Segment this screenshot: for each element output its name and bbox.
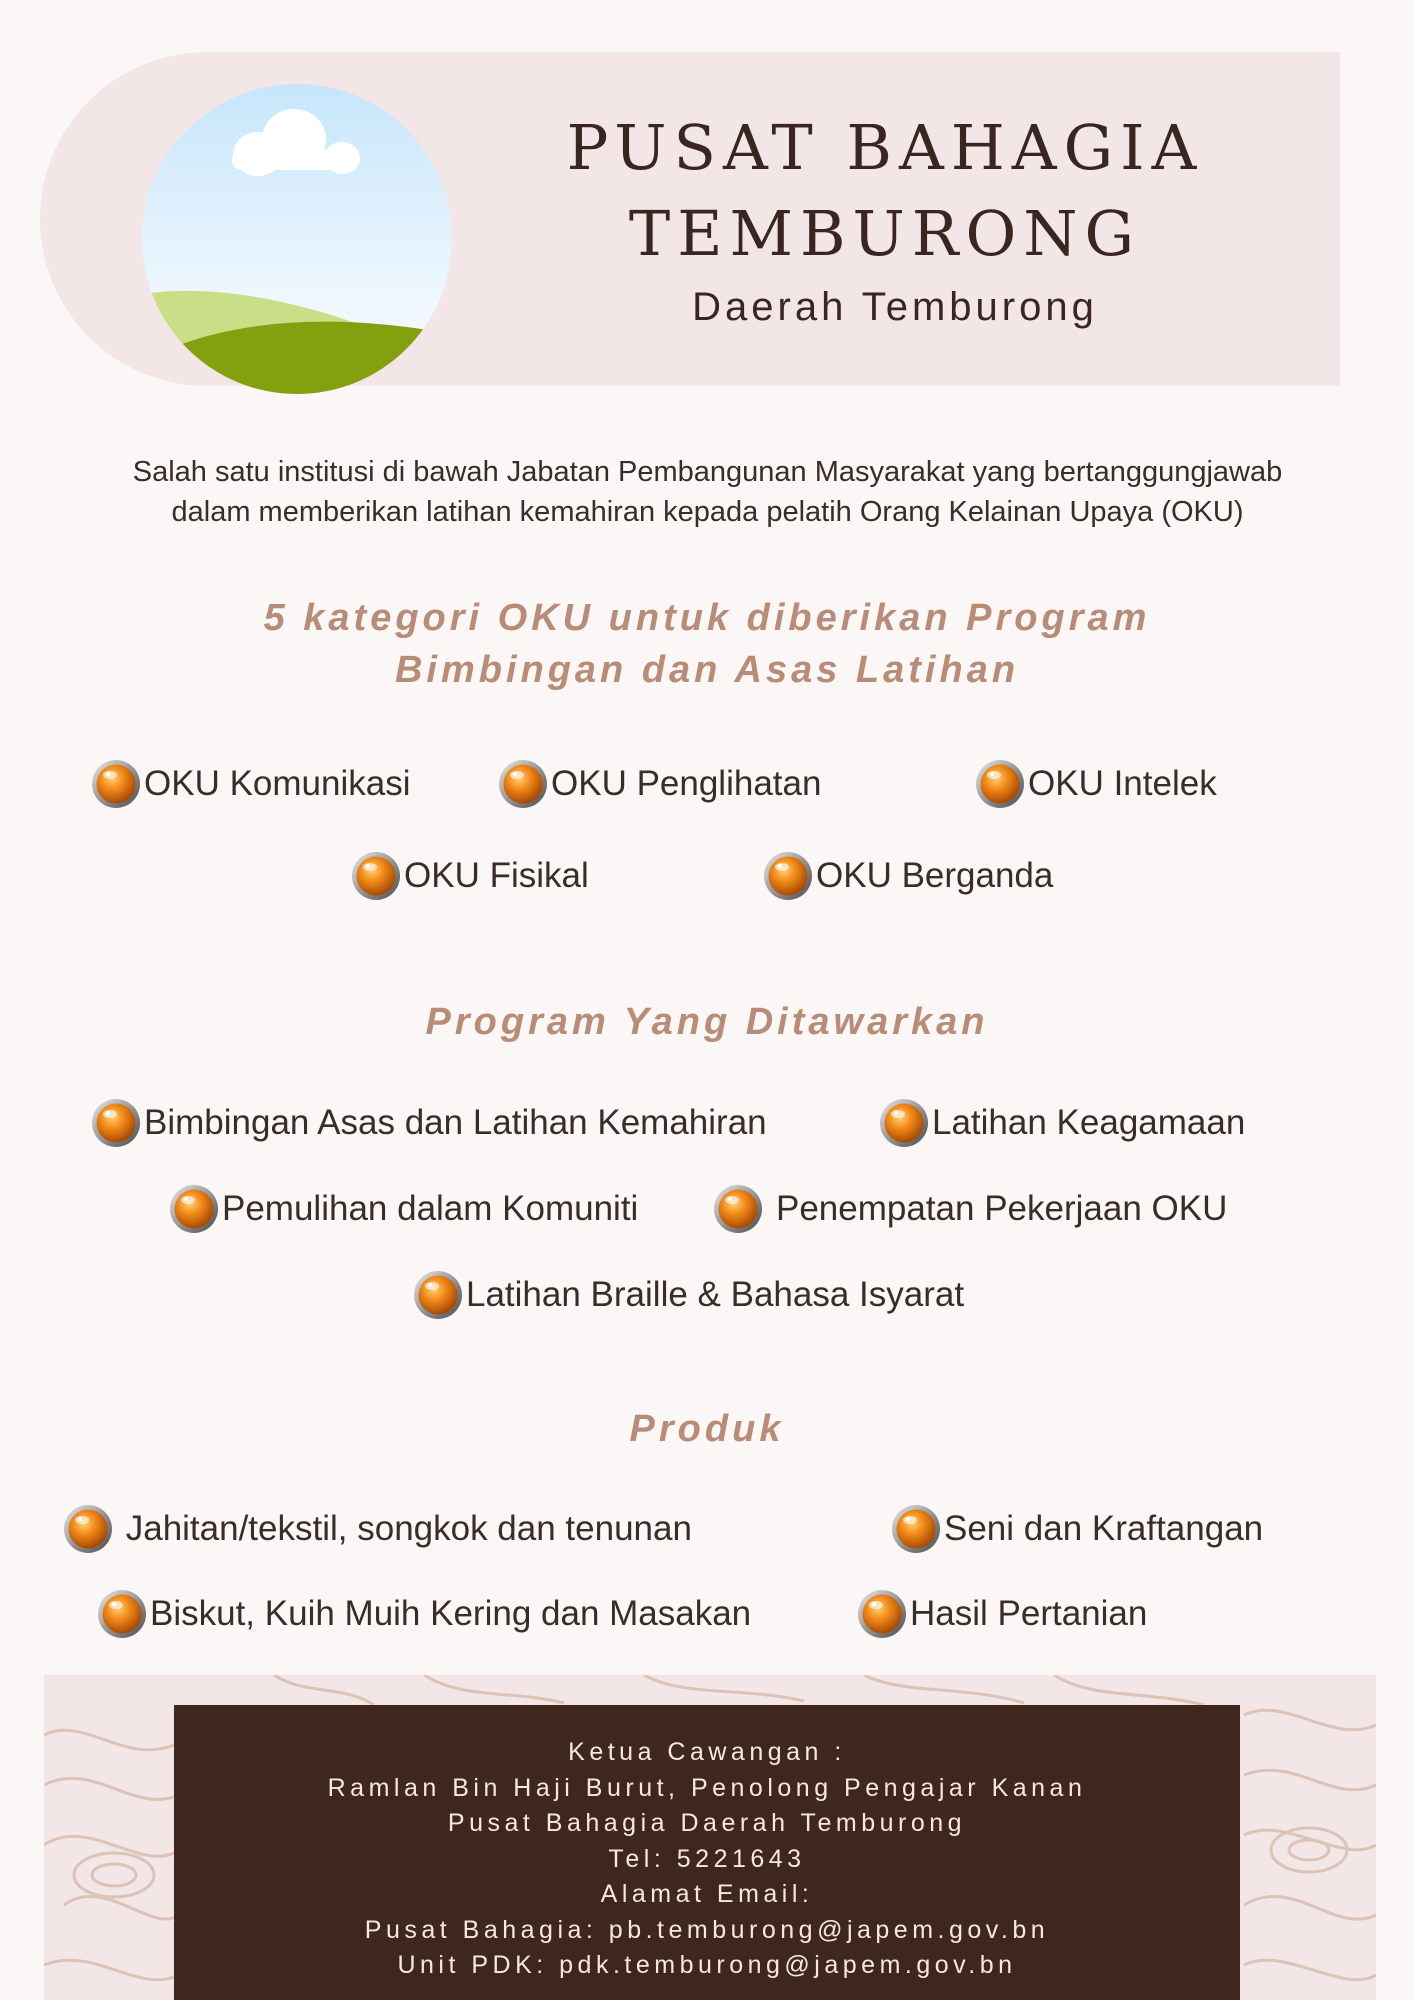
bullet-orb-icon [890, 1503, 942, 1555]
title-line-1: PUSAT BAHAGIA [566, 111, 1204, 184]
program-item [412, 1269, 964, 1321]
product-label: Biskut, Kuih Muih Kering dan Masakan [150, 1594, 752, 1633]
program-label: Latihan Keagamaan [932, 1103, 1246, 1142]
bullet-orb-icon [168, 1183, 220, 1235]
landscape-illustration [142, 84, 452, 394]
product-label: Hasil Pertanian [910, 1594, 1148, 1633]
category-item [497, 758, 821, 810]
program-item [90, 1097, 767, 1149]
contact-email-pdk: Unit PDK: pdk.temburong@japem.gov.bn [397, 1951, 1017, 1979]
categories-heading-line-1: 5 kategori OKU untuk diberikan Program [263, 597, 1151, 639]
category-label: OKU Komunikasi [144, 764, 411, 803]
category-item [762, 850, 1053, 902]
contact-box [174, 1705, 1240, 2000]
product-item [96, 1588, 751, 1640]
products-heading [0, 1403, 1414, 1455]
bullet-orb-icon [350, 850, 402, 902]
products-heading-text: Produk [629, 1408, 785, 1450]
category-item [90, 758, 410, 810]
categories-heading [0, 592, 1414, 696]
program-label: Latihan Braille & Bahasa Isyarat [466, 1275, 965, 1314]
contact-name: Ramlan Bin Haji Burut, Penolong Pengajar Kanan [327, 1773, 1087, 1802]
contact-phone: Tel: 5221643 [608, 1844, 806, 1873]
page-title [560, 105, 1210, 277]
contact-title: Ketua Cawangan : [568, 1738, 846, 1766]
program-item [168, 1183, 638, 1235]
bullet-orb-icon [974, 758, 1026, 810]
bullet-orb-icon [856, 1588, 908, 1640]
bullet-orb-icon [412, 1269, 464, 1321]
product-item [856, 1588, 1147, 1640]
page-subtitle: Daerah Temburong [692, 285, 1098, 329]
product-item [890, 1503, 1263, 1555]
category-label: OKU Penglihatan [551, 764, 822, 803]
bullet-orb-icon [96, 1588, 148, 1640]
intro-line-1: Salah satu institusi di bawah Jabatan Pembangunan Masyarakat yang bertanggungjawab [132, 456, 1283, 488]
program-label: Penempatan Pekerjaan OKU [776, 1189, 1228, 1228]
bullet-orb-icon [878, 1097, 930, 1149]
bullet-orb-icon [90, 758, 142, 810]
title-line-2: TEMBURONG [628, 197, 1142, 270]
category-item [974, 758, 1217, 810]
category-label: OKU Fisikal [404, 856, 589, 895]
program-item [878, 1097, 1245, 1149]
program-label: Bimbingan Asas dan Latihan Kemahiran [144, 1103, 767, 1142]
program-label: Pemulihan dalam Komuniti [222, 1189, 639, 1228]
contact-email-pusat: Pusat Bahagia: pb.temburong@japem.gov.bn [364, 1915, 1050, 1944]
category-item [350, 850, 589, 902]
programs-heading [0, 996, 1414, 1048]
contact-email-label: Alamat Email: [600, 1880, 814, 1908]
bullet-orb-icon [762, 850, 814, 902]
product-label: Jahitan/tekstil, songkok dan tenunan [116, 1509, 692, 1548]
bullet-orb-icon [90, 1097, 142, 1149]
categories-heading-line-2: Bimbingan dan Asas Latihan [394, 649, 1020, 691]
bullet-orb-icon [62, 1503, 114, 1555]
category-label: OKU Intelek [1028, 764, 1217, 803]
product-label: Seni dan Kraftangan [944, 1509, 1264, 1548]
intro-paragraph [70, 452, 1345, 532]
programs-heading-text: Program Yang Ditawarkan [425, 1001, 989, 1043]
intro-line-2: dalam memberikan latihan kemahiran kepada pelatih Orang Kelainan Upaya (OKU) [171, 496, 1244, 528]
product-item [62, 1503, 692, 1555]
bullet-orb-icon [497, 758, 549, 810]
bullet-orb-icon [712, 1183, 764, 1235]
contact-organization: Pusat Bahagia Daerah Temburong [447, 1809, 967, 1837]
category-label: OKU Berganda [816, 856, 1054, 895]
program-item [712, 1183, 1227, 1235]
